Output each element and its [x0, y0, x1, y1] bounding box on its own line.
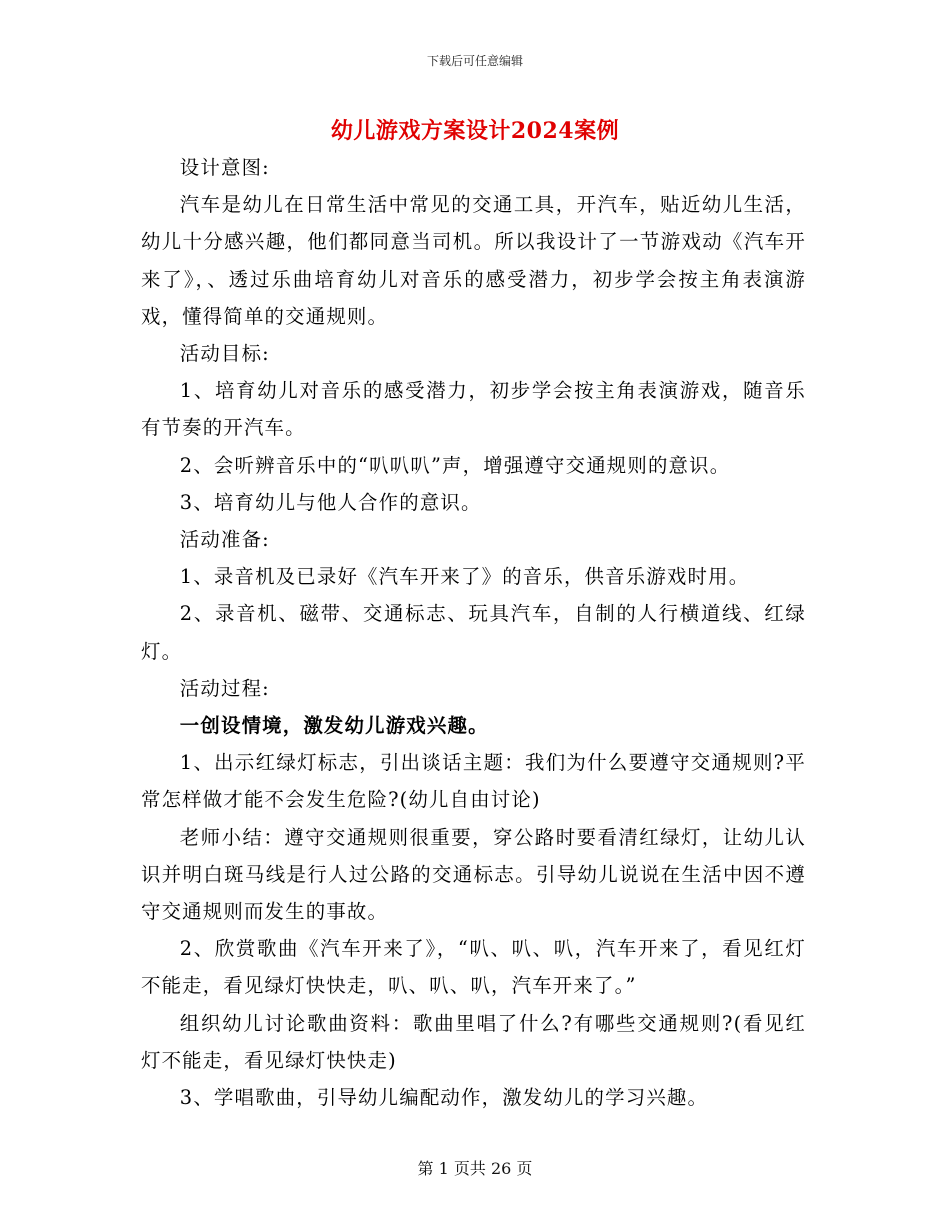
paragraph: 组织幼儿讨论歌曲资料：歌曲里唱了什么?有哪些交通规则?(看见红灯不能走，看见绿灯快快走) — [141, 1011, 806, 1072]
paragraph: 活动准备: — [179, 528, 270, 552]
paragraph: 活动目标: — [179, 342, 270, 366]
paragraph: 活动过程: — [179, 676, 270, 700]
document-body — [141, 149, 806, 1116]
document-title: 幼儿游戏方案设计2024案例 — [330, 118, 620, 144]
paragraph: 3、学唱歌曲，引导幼儿编配动作，激发幼儿的学习兴趣。 — [179, 1086, 709, 1110]
paragraph: 设计意图: — [179, 156, 270, 179]
paragraph: 1、录音机及已录好《汽车开来了》的音乐，供音乐游戏时用。 — [179, 565, 750, 589]
paragraph: 2、会听辨音乐中的“叭叭叭”声，增强遵守交通规则的意识。 — [179, 453, 731, 477]
paragraph: 3、培育幼儿与他人合作的意识。 — [179, 490, 482, 514]
paragraph: 1、培育幼儿对音乐的感受潜力，初步学会按主角表演游戏，随音乐有节奏的开汽车。 — [141, 379, 806, 440]
paragraph: 老师小结：遵守交通规则很重要，穿公路时要看清红绿灯，让幼儿认识并明白斑马线是行人过公路的交通标志。引导幼儿说说在生活中因不遵守交通规则而发生的事故。 — [141, 825, 806, 924]
paragraph: 汽车是幼儿在日常生活中常见的交通工具，开汽车，贴近幼儿生活，幼儿十分感兴趣，他们都同意当司机。所以我设计了一节游戏动《汽车开来了》，、透过乐曲培育幼儿对音乐的感受潜力，初步学会按主角表演游戏，懂得简单的交通规则。 — [141, 193, 806, 328]
page-header: 下载后可任意编辑 — [426, 54, 523, 68]
section-heading: 一创设情境，激发幼儿游戏兴趣。 — [179, 714, 489, 738]
page-footer: 第 1 页共 26 页 — [417, 1159, 533, 1178]
paragraph: 1、出示红绿灯标志，引出谈话主题：我们为什么要遵守交通规则?平常怎样做才能不会发生危险?(幼儿自由讨论) — [141, 751, 806, 812]
paragraph: 2、欣赏歌曲《汽车开来了》，“叭、叭、叭，汽车开来了，看见红灯不能走，看见绿灯快快走，叭、叭、叭，汽车开来了。” — [141, 937, 806, 998]
paragraph: 2、录音机、磁带、交通标志、玩具汽车，自制的人行横道线、红绿灯。 — [141, 602, 806, 663]
